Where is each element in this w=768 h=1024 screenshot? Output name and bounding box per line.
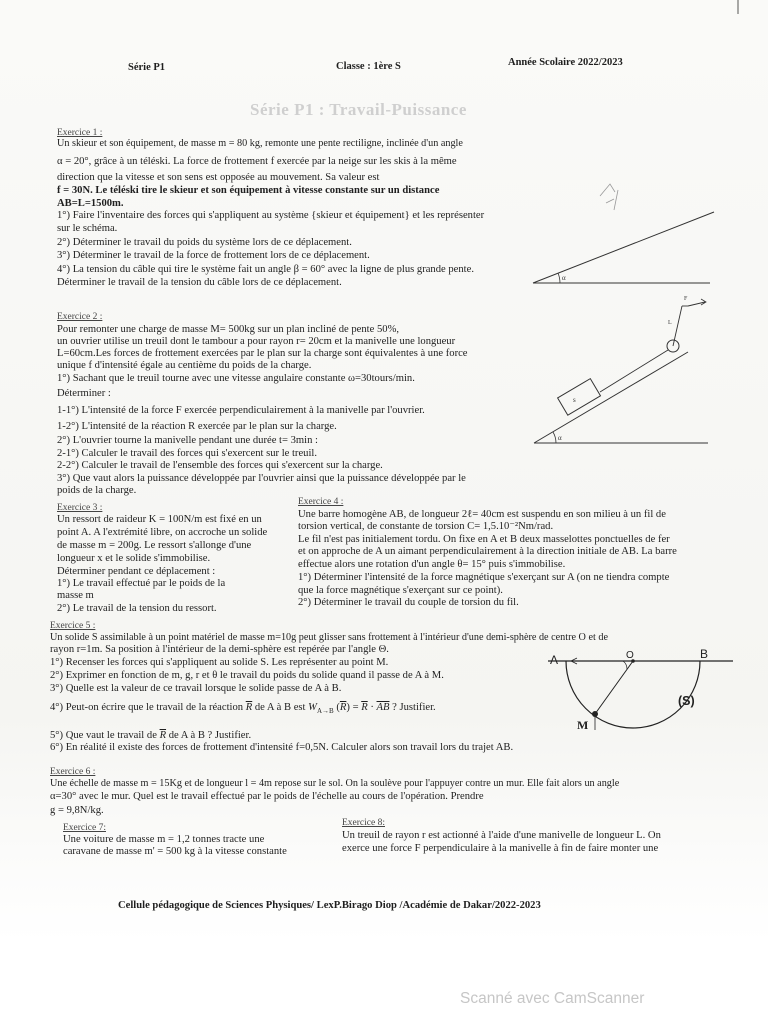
ex1-line: 3°) Déterminer le travail de la force de frottement lors de ce déplacement.: [57, 250, 370, 261]
ex4-line: effectue alors une rotation d'un angle θ= 15° puis s'immobilise.: [298, 559, 566, 570]
ex4-line: que la force magnétique s'exerçant sur ce point).: [298, 585, 503, 596]
ex2-line: 1-1°) L'intensité de la force F exercée perpendiculairement à la manivelle par l'ouvrier.: [57, 405, 425, 416]
ex1-line: Déterminer le travail de la tension du câble lors de ce déplacement.: [57, 277, 342, 288]
ex2-line: poids de la charge.: [57, 485, 137, 496]
ex1-line: α = 20°, grâce à un téléski. La force de frottement f exercée par la neige sur les skis à la même: [57, 156, 457, 167]
label-a: A: [550, 653, 559, 667]
ex5-q4-part-b: de A à B est: [254, 702, 306, 713]
ex7-heading: Exercice 7:: [63, 823, 106, 833]
ex5-heading: Exercice 5 :: [50, 621, 96, 631]
ex2-line: 2°) L'ouvrier tourne la manivelle pendant une durée t= 3min :: [57, 435, 318, 446]
ex2-line: Déterminer :: [57, 388, 111, 399]
ex1-line: 2°) Déterminer le travail du poids du système lors de ce déplacement.: [57, 237, 352, 248]
ex1-line: 1°) Faire l'inventaire des forces qui s'appliquent au système {skieur et équipement} et les représenter: [57, 210, 485, 221]
svg-text:F: F: [684, 296, 688, 302]
header-annee: Année Scolaire 2022/2023: [508, 57, 623, 68]
ex3-heading: Exercice 3 :: [57, 503, 103, 513]
ex3-line: Déterminer pendant ce déplacement :: [57, 566, 216, 577]
header-classe: Classe : 1ère S: [336, 61, 401, 72]
ex2-line: unique f d'intensité égale au centième du poids de la charge.: [57, 360, 312, 371]
label-s: (S): [678, 694, 695, 708]
ex3-line: longueur x et le solide s'immobilise.: [57, 553, 211, 564]
ex3-line: point A. A l'extrémité libre, on accroche un solide: [57, 527, 268, 538]
ex5-line: rayon r=1m. Sa position à l'intérieur de la demi-sphère est repérée par l'angle Θ.: [50, 644, 389, 655]
page-title: Série P1 : Travail-Puissance: [250, 100, 467, 119]
ex8-heading: Exercice 8:: [342, 818, 385, 828]
svg-text:α: α: [558, 434, 562, 442]
label-m: M: [577, 718, 589, 732]
ex1-line: AB=L=1500m.: [57, 198, 124, 209]
page-footer: Cellule pédagogique de Sciences Physiques/ LexP.Birago Diop /Académie de Dakar/2022-2023: [118, 900, 541, 911]
ex1-line: sur le schéma.: [57, 223, 118, 234]
ex5-line: 6°) En réalité il existe des forces de frottement d'intensité f=0,5N. Calculer alors son travail lors du trajet AB.: [50, 742, 514, 753]
ex1-heading: Exercice 1 :: [57, 128, 103, 138]
ex7-line: caravane de masse m' = 500 kg à la vitesse constante: [63, 846, 287, 857]
ex4-line: Le fil n'est pas initialement tordu. On fixe en A et B deux masselottes ponctuelles de fer: [298, 534, 670, 545]
ex2-line: 3°) Que vaut alors la puissance développée par l'ouvrier ainsi que la puissance développée par le: [57, 473, 466, 484]
vector-r-symbol: $\overline{R}$: [245, 702, 253, 713]
ex4-line: 1°) Déterminer l'intensité de la force magnétique s'exerçant sur A (on ne tiendra compte: [298, 572, 670, 583]
ex5-q5-part-b: de A à B ? Justifier.: [168, 730, 252, 741]
ex2-heading: Exercice 2 :: [57, 312, 103, 322]
ex7-line: Une voiture de masse m = 1,2 tonnes tracte une: [63, 834, 265, 845]
ex2-line: 1°) Sachant que le treuil tourne avec une vitesse angulaire constante ω=30tours/min.: [57, 373, 415, 384]
work-subscript: A→B: [316, 707, 334, 716]
ex3-line: Un ressort de raideur K = 100N/m est fixé en un: [57, 514, 262, 525]
ex2-line: 2-2°) Calculer le travail de l'ensemble des forces qui s'exercent sur la charge.: [57, 460, 383, 471]
ex5-q4-part-c: ? Justifier.: [392, 702, 436, 713]
svg-text:s: s: [573, 396, 576, 404]
ex4-line: 2°) Déterminer le travail du couple de torsion du fil.: [298, 597, 519, 608]
ex1-line: f = 30N. Le téléski tire le skieur et son équipement à vitesse constante sur un distance: [57, 185, 440, 196]
ex5-line: 2°) Exprimer en fonction de m, g, r et θ le travail du poids du solide quand il passe de A à M.: [50, 670, 444, 681]
ex1-line: Un skieur et son équipement, de masse m = 80 kg, remonte une pente rectiligne, inclinée d'un angle: [57, 138, 463, 149]
header-serie: Série P1: [128, 62, 166, 73]
ex3-line: 2°) Le travail de la tension du ressort.: [57, 603, 217, 614]
ex5-q5-part-a: 5°) Que vaut le travail de: [50, 730, 157, 741]
svg-text:L: L: [668, 320, 672, 326]
vector-ab-symbol: $\overline{AB}$: [376, 702, 390, 713]
ex2-line: 1-2°) L'intensité de la réaction R exercée par le plan sur la charge.: [57, 421, 337, 432]
vector-r-symbol: $\overline{R}$: [339, 702, 347, 713]
work-symbol: W: [308, 702, 317, 713]
ex4-line: et on approche de A un aimant perpendiculairement à la direction initiale de AB. La barre: [298, 546, 677, 557]
ex2-line: Pour remonter une charge de masse M= 500kg sur un plan incliné de pente 50%,: [57, 324, 400, 335]
ex8-line: exerce une force F perpendiculaire à la manivelle à fin de faire monter une: [342, 843, 659, 854]
ex4-heading: Exercice 4 :: [298, 497, 344, 507]
svg-text:α: α: [562, 274, 566, 282]
ex5-question-4: 4°) Peut-on écrire que le travail de la réaction $\overline{R}$ de A à B est $W_{A\to B}$ $(\overline{R}) = \overline{R} \cdot \overline{AB}$ ? Justifier.: [50, 702, 436, 716]
ex6-line: Une échelle de masse m = 15Kg et de longueur l = 4m repose sur le sol. On la soulève pour l'appuyer contre un mur. Elle fait alors un angle: [50, 778, 620, 789]
ex2-line: L=60cm.Les forces de frottement exercées par le plan sur la charge sont équivalentes à une force: [57, 348, 468, 359]
ex3-line: de masse m = 200g. Le ressort s'allonge d'une: [57, 540, 252, 551]
ex6-line: α=30° avec le mur. Quel est le travail effectué par le poids de l'échelle au cours de l'opération. Prendre: [50, 791, 484, 802]
camscanner-watermark: Scanné avec CamScanner: [460, 990, 645, 1007]
ex5-q4-part-a: 4°) Peut-on écrire que le travail de la réaction: [50, 702, 244, 713]
ex5-line: 1°) Recenser les forces qui s'appliquent au solide S. Les représenter au point M.: [50, 657, 389, 668]
ex3-line: 1°) Le travail effectué par le poids de la: [57, 578, 226, 589]
label-o: O: [626, 650, 634, 661]
ex2-line: un ouvrier utilise un treuil dont le tambour a pour rayon r= 20cm et la manivelle une longueur: [57, 336, 456, 347]
ex1-line: direction que la vitesse et son sens est opposée au mouvement. Sa valeur est: [57, 172, 380, 183]
ex5-line: 3°) Quelle est la valeur de ce travail lorsque le solide passe de A à B.: [50, 683, 342, 694]
ex8-line: Un treuil de rayon r est actionné à l'aide d'une manivelle de longueur L. On: [342, 830, 661, 841]
label-b: B: [700, 647, 709, 661]
ex4-line: torsion vertical, de constante de torsion C= 1,5.10⁻²Nm/rad.: [298, 521, 554, 532]
vector-r-symbol: $\overline{R}$: [361, 702, 368, 713]
ex6-line: g = 9,8N/kg.: [50, 805, 104, 816]
vector-r-symbol: $\overline{R}$: [159, 730, 167, 741]
ex5-line: Un solide S assimilable à un point matériel de masse m=10g peut glisser sans frottement à l'intérieur d'une demi-sphère de centre O et de: [50, 632, 608, 643]
ex3-line: masse m: [57, 590, 94, 601]
ex4-line: Une barre homogène AB, de longueur 2ℓ= 40cm est suspendu en son milieu à un fil de: [298, 509, 666, 520]
ex1-line: 4°) La tension du câble qui tire le système fait un angle β = 60° avec la ligne de plus grande pente.: [57, 264, 474, 275]
ex2-line: 2-1°) Calculer le travail des forces qui s'exercent sur le treuil.: [57, 448, 317, 459]
ex6-heading: Exercice 6 :: [50, 767, 96, 777]
